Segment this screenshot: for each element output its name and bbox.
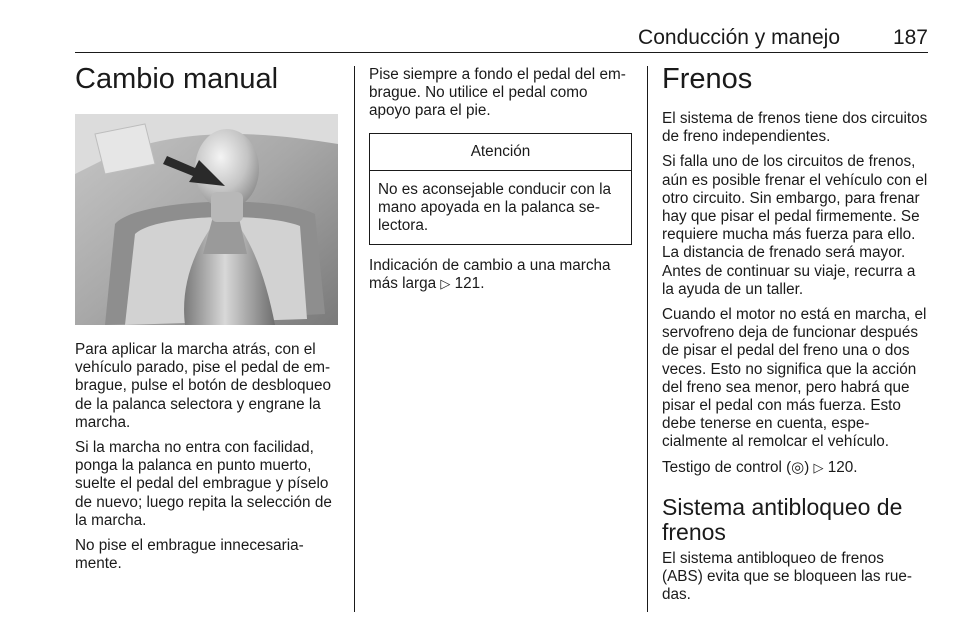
caution-box: [369, 133, 632, 246]
paragraph-clutch-advice: No pise el embrague innecesariamente.: [75, 537, 304, 573]
column-3: [662, 60, 928, 604]
section-heading-frenos: Frenos: [662, 63, 753, 95]
column-1: [75, 60, 340, 573]
running-title: Conducción y manejo: [638, 26, 840, 49]
page-reference[interactable]: 120.: [827, 458, 858, 476]
paragraph-clutch-pedal: Pise siempre a fondo el pedal del embrague. No utilice el pedal como apoyo para el pie.: [369, 66, 626, 120]
triangle-reference-icon: ▷: [440, 276, 451, 292]
column-divider-2: [647, 66, 648, 612]
page-header: [75, 26, 928, 52]
page-reference[interactable]: 121.: [454, 275, 485, 293]
brake-warning-icon: (◎): [786, 458, 810, 476]
gear-lever-illustration: [75, 114, 338, 325]
paragraph-neutral: Si la marcha no entra con facilidad, ponga la palanca en punto muerto, suelte el pedal del embrague y píselo de nuevo; luego repita la selección de la marcha.: [75, 439, 332, 529]
paragraph-circuit-failure: Si falla uno de los circuitos de frenos, aún es posible frenar el vehículo con el otro circuito. Sin embargo, para frenar hay que pisar el pedal firmemente. Se requiere mucha más fuerza para ello. La distancia de frenado será mayor. Antes de continuar su viaje, recurra a la ayuda de un taller.: [662, 153, 928, 298]
paragraph-abs: El sistema antibloqueo de frenos (ABS) evita que se bloqueen las ruedas.: [662, 549, 913, 604]
gear-lever-photo: [75, 114, 338, 325]
paragraph-servo: Cuando el motor no está en marcha, el servofreno deja de funcionar después de pisar el pedal del freno una o dos veces. Esto no significa que la acción del freno sea menor, pero habrá que pisar el pedal con más fuerza. Esto debe tenerse en cuenta, especialmente al remolcar el vehículo.: [662, 306, 927, 451]
paragraph-warning-light: Testigo de control (◎) ▷ 120.: [662, 458, 858, 476]
section-heading-abs: Sistema antibloqueo de frenos: [662, 493, 903, 545]
column-divider-1: [354, 66, 355, 612]
column-2: [369, 66, 633, 294]
caution-title: Atención: [370, 134, 631, 171]
section-heading-cambio-manual: Cambio manual: [75, 63, 279, 95]
triangle-reference-icon: ▷: [813, 459, 824, 475]
paragraph-dual-circuit: El sistema de frenos tiene dos circuitos de freno independientes.: [662, 110, 928, 146]
paragraph-shift-indicator: Indicación de cambio a una marcha más larga ▷ 121.: [369, 257, 611, 293]
caution-text: No es aconsejable conducir con la mano apoyada en la palanca selectora.: [378, 180, 611, 235]
page-number: 187: [892, 26, 928, 49]
paragraph-reverse-gear: Para aplicar la marcha atrás, con el vehículo parado, pise el pedal de embrague, pulse el botón de desbloqueo de la palanca selectora y engrane la marcha.: [75, 341, 332, 431]
header-rule: [75, 52, 928, 53]
